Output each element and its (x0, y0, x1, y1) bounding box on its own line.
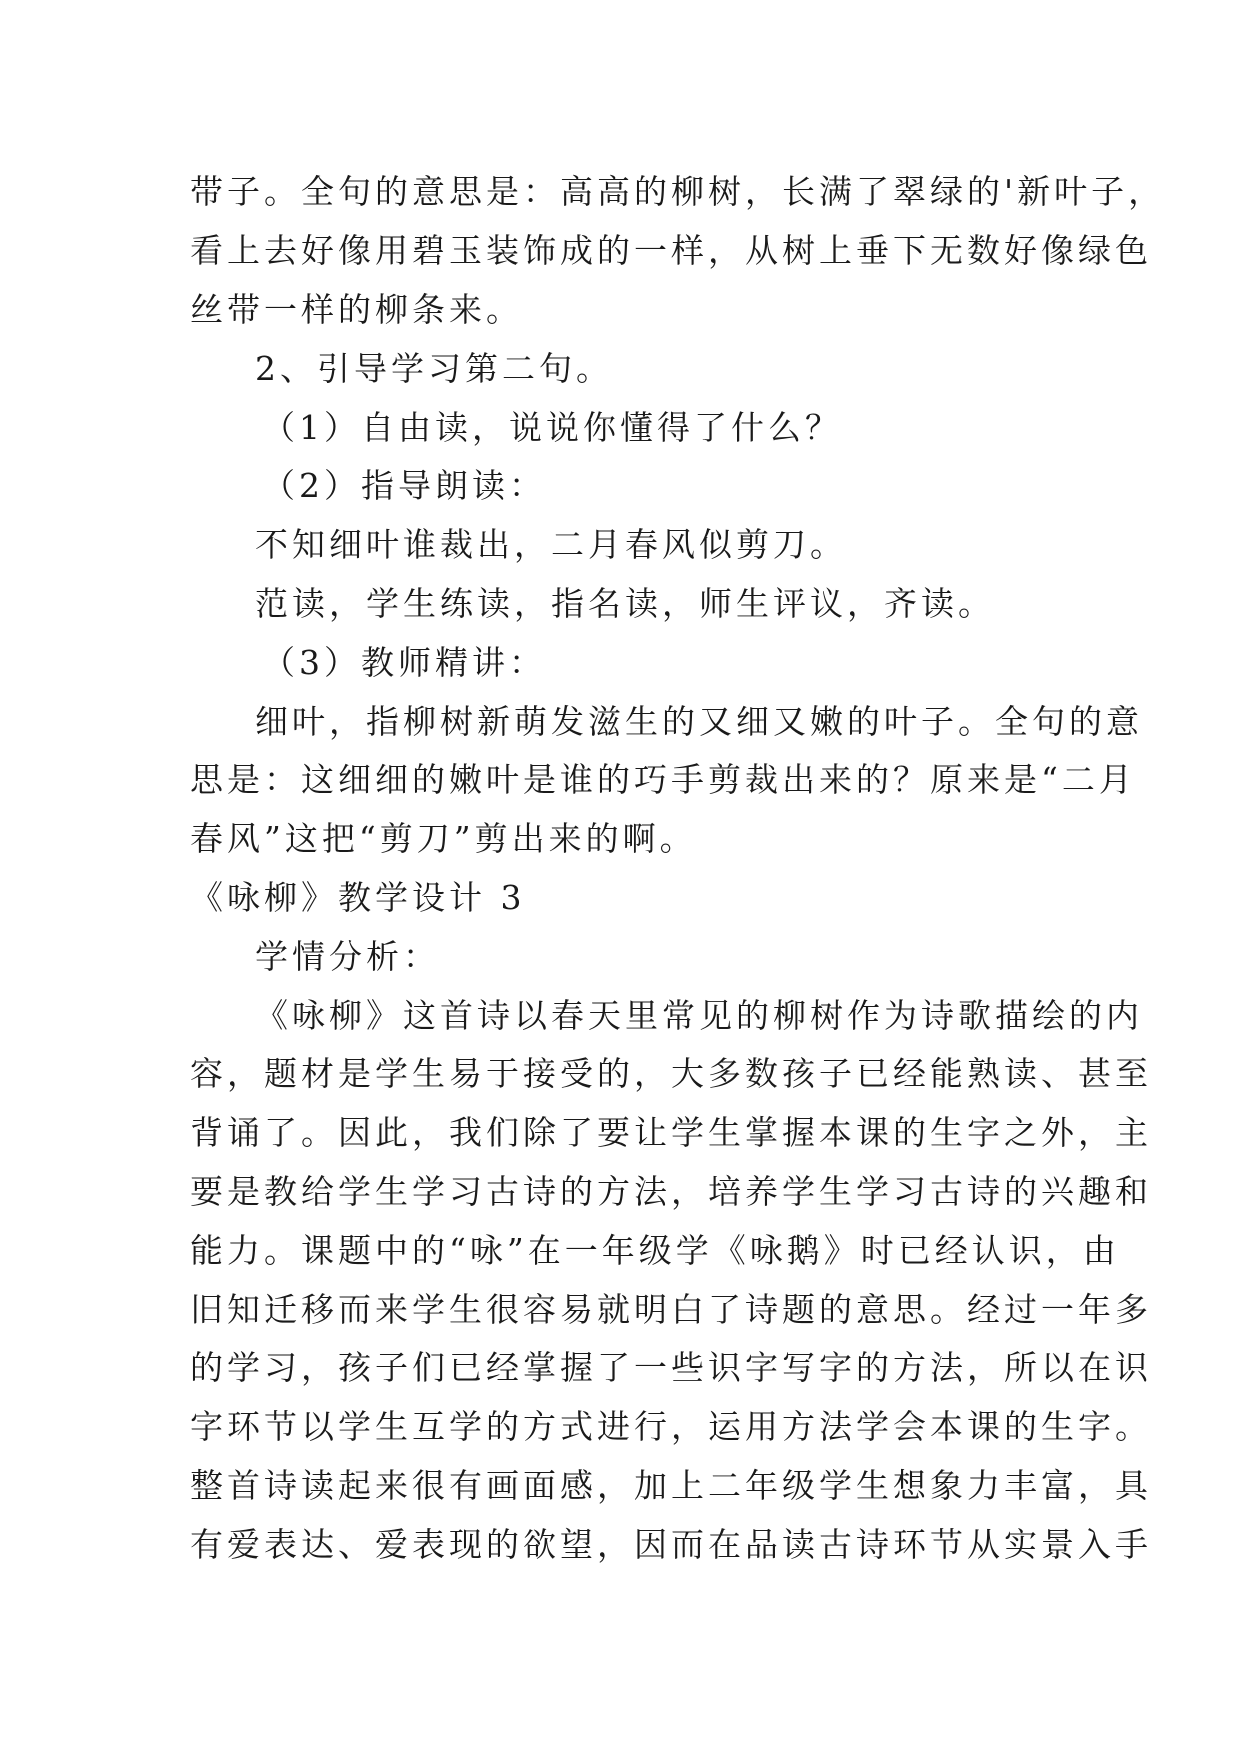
paragraph-line: 要是教给学生学习古诗的方法，培养学生学习古诗的兴趣和 (190, 1172, 1152, 1211)
paragraph-line: （3）教师精讲： (262, 643, 546, 682)
paragraph-line: 字环节以学生互学的方式进行，运用方法学会本课的生字。 (190, 1407, 1152, 1446)
paragraph-line: （2）指导朗读： (262, 466, 546, 505)
paragraph-line: 丝带一样的柳条来。 (190, 290, 523, 329)
paragraph-line: 的学习，孩子们已经掌握了一些识字写字的方法，所以在识 (190, 1348, 1152, 1387)
paragraph-line: 背诵了。因此，我们除了要让学生掌握本课的生字之外，主 (190, 1113, 1152, 1152)
section-title: 《咏柳》教学设计 3 (190, 878, 526, 917)
paragraph-line: 细叶，指柳树新萌发滋生的又细又嫩的叶子。全句的意 (255, 702, 1143, 741)
section-heading: 学情分析： (255, 937, 440, 976)
paragraph-line: 容，题材是学生易于接受的，大多数孩子已经能熟读、甚至 (190, 1054, 1152, 1093)
paragraph-line: 能力。课题中的“咏”在一年级学《咏鹅》时已经认识，由 (190, 1231, 1120, 1270)
paragraph-line: 旧知迁移而来学生很容易就明白了诗题的意思。经过一年多 (190, 1290, 1152, 1329)
section-heading: 2、引导学习第二句。 (255, 349, 613, 388)
paragraph-line: 有爱表达、爱表现的欲望，因而在品读古诗环节从实景入手 (190, 1525, 1152, 1564)
paragraph-line: 整首诗读起来很有画面感，加上二年级学生想象力丰富，具 (190, 1466, 1152, 1505)
paragraph-line: 春风”这把“剪刀”剪出来的啊。 (190, 819, 697, 858)
paragraph-line: 带子。全句的意思是：高高的柳树，长满了翠绿的'新叶子， (190, 172, 1166, 211)
paragraph-line: 思是：这细细的嫩叶是谁的巧手剪裁出来的？原来是“二月 (190, 760, 1136, 799)
paragraph-line: 范读，学生练读，指名读，师生评议，齐读。 (255, 584, 995, 623)
poem-line: 不知细叶谁裁出，二月春风似剪刀。 (255, 525, 847, 564)
paragraph-line: （1）自由读，说说你懂得了什么？ (262, 408, 842, 447)
paragraph-line: 看上去好像用碧玉装饰成的一样，从树上垂下无数好像绿色 (190, 231, 1152, 270)
paragraph-line: 《咏柳》这首诗以春天里常见的柳树作为诗歌描绘的内 (255, 996, 1143, 1035)
